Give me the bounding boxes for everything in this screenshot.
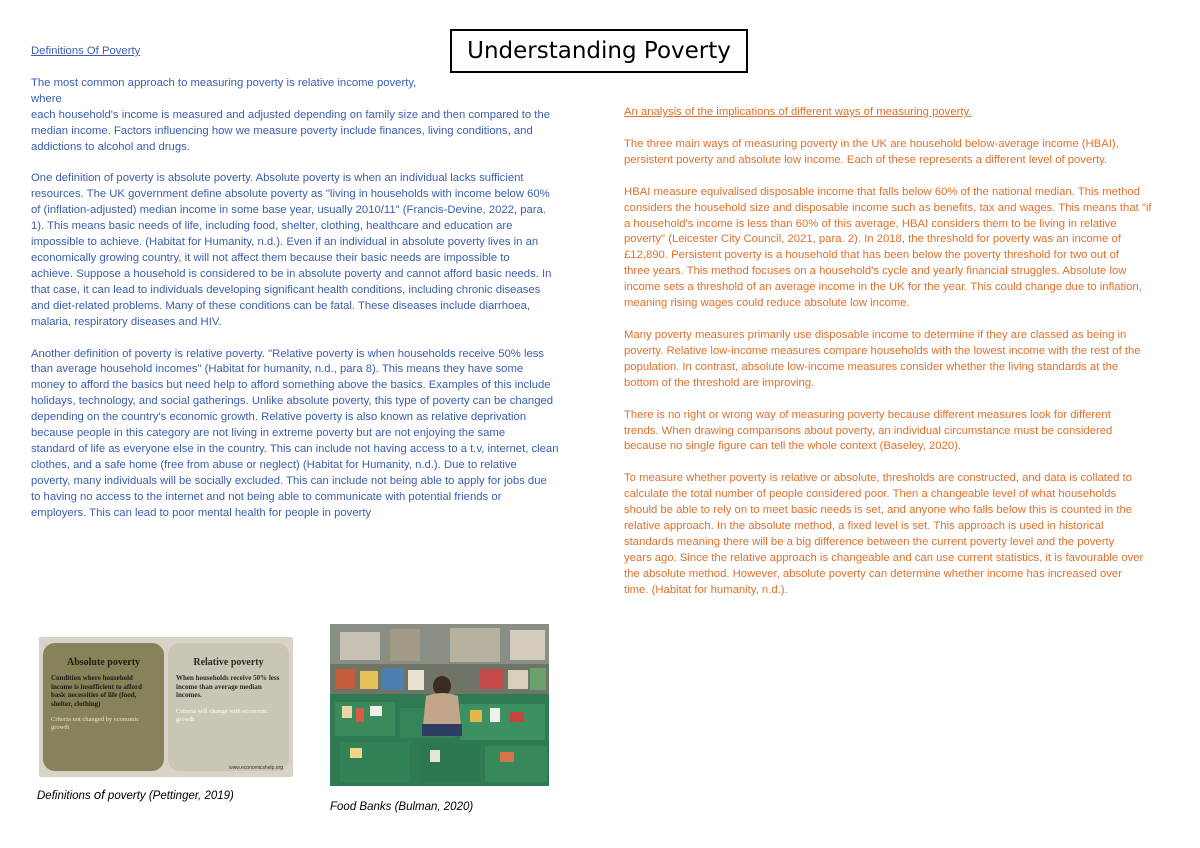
relative-poverty-description: When households receive 50% less income than average median incomes.	[176, 674, 280, 699]
figure-caption-definitions	[37, 787, 234, 802]
text-line: trends. When drawing comparisons about poverty, an individual circumstance must be considered	[624, 424, 1113, 437]
absolute-poverty-note: Criteria not changed by economic growth	[51, 716, 140, 731]
text-line: each household's income is measured and adjusted depending on family size and then compared to the	[31, 108, 551, 121]
text-line: bottom of the threshold are improving.	[624, 376, 815, 389]
text-line: There is no right or wrong way of measuring poverty because different measures look for different	[624, 408, 1111, 421]
text-line: poverty" (Leicester City Council, 2021, para. 2). In 2018, the threshold for poverty was an income of	[624, 233, 1121, 246]
text-line: malaria, respiratory diseases and HIV.	[31, 315, 222, 328]
text-line: calculate the total number of people considered poor. Then a changeable level of what households	[624, 488, 1117, 501]
analysis-column	[624, 105, 1172, 615]
text-line: economically growing country, it will not affect them because their basic needs are impossible to	[31, 251, 510, 264]
text-line: population. In contrast, absolute low-income measures consider whether the living standards at the	[624, 360, 1119, 373]
text-line: holidays, technology, and social gatherings. Unlike absolute poverty, this type of poverty can be changed	[31, 395, 554, 408]
text-line: standard of life as everyone else in the country. This can include not having access to a t.v, internet, clean	[31, 442, 559, 455]
figure-source: www.economicshelp.org	[229, 765, 283, 771]
text-line: because people in this category are not living in extreme poverty but are not enjoying the same	[31, 427, 506, 440]
text-line: relative approach. In the absolute method, a fixed level is set. This approach is used in historical	[624, 520, 1104, 533]
text-line: depending on the country's economic growth. Relative poverty is also known as relative deprivation	[31, 411, 527, 424]
absolute-poverty-panel	[43, 643, 164, 771]
paragraph	[31, 347, 576, 522]
text-line: poverty, many individuals will be socially excluded. This can include not being able to apply for jobs due	[31, 474, 547, 487]
poverty-definitions-figure	[39, 637, 293, 777]
text-line: time. (Habitat for humanity, n.d.).	[624, 583, 788, 596]
text-line: One definition of poverty is absolute poverty. Absolute poverty is when an individual lacks sufficient	[31, 172, 524, 185]
text-line: The most common approach to measuring poverty is relative income poverty,	[31, 76, 417, 89]
text-line: than average household incomes" (Habitat for humanity, n.d., para 8). This means they have some	[31, 363, 524, 376]
text-line: that case, it can lead to individuals developing significant health conditions, including chronic diseases	[31, 283, 541, 296]
text-line: achieve. Suppose a household is considered to be in absolute poverty and cannot afford basic needs. In	[31, 267, 552, 280]
text-line: poverty. Relative low-income measures compare households with the lowest income with the rest of the	[624, 344, 1141, 357]
caption-part: of	[93, 787, 105, 802]
definitions-heading: Definitions Of Poverty	[31, 45, 141, 57]
text-line: a household's income is less than 60% of this average, HBAI considers them to be living in relative	[624, 217, 1117, 230]
text-line: To measure whether poverty is relative or absolute, thresholds are constructed, and data is collated to	[624, 472, 1133, 485]
paragraph	[624, 328, 1172, 392]
relative-poverty-note: Criteria will change with economic growth	[176, 707, 268, 723]
text-line: considers the household size and disposable income such as benefits, tax and wages. This means that "if	[624, 201, 1152, 214]
text-line: money to afford the basics but need help to afford something above the basics. Examples of this include	[31, 379, 551, 392]
text-line: meaning rising wages could reduce absolute low income.	[624, 297, 910, 310]
page-title: Understanding Poverty	[450, 29, 748, 73]
food-bank-illustration	[330, 624, 549, 786]
text-line: addictions to alcohol and drugs.	[31, 140, 190, 153]
text-line: resources. The UK government define absolute poverty as "living in households with income below 60%	[31, 188, 550, 201]
paragraph	[624, 408, 1172, 456]
food-bank-photo	[330, 624, 549, 786]
text-line: £12,890. Persistent poverty is a household that has been below the poverty threshold for two out of	[624, 249, 1119, 262]
text-line: to having no access to the internet and not being able to communicate with potential friends or	[31, 490, 502, 503]
absolute-poverty-description: Condition where household income is insufficient to afford basic necessities of life (food, shelter, clothing)	[51, 674, 142, 708]
text-line: standards meaning there will be a big difference between the current poverty level and the poverty	[624, 535, 1115, 548]
text-line: median income. Factors influencing how we measure poverty include finances, living conditions, and	[31, 124, 533, 137]
definitions-column	[31, 44, 576, 537]
paragraph	[624, 471, 1172, 598]
text-line: persistent poverty and absolute low income. Each of these represents a different level of poverty.	[624, 153, 1108, 166]
text-line: The three main ways of measuring poverty in the UK are household below-average income (HBAI),	[624, 137, 1119, 150]
figure-caption-food-banks: Food Banks (Bulman, 2020)	[330, 801, 474, 813]
text-line: income sets a threshold of an average income in the UK for the year. This could change due to inflation,	[624, 281, 1142, 294]
text-line: because no single figure can tell the whole context (Baseley, 2020).	[624, 440, 962, 453]
text-line: of (inflation-adjusted) median income in some base year, usually 2010/11" (Francis-Devine, 2022, para.	[31, 204, 546, 217]
absolute-poverty-heading: Absolute poverty	[66, 657, 141, 668]
relative-poverty-heading: Relative poverty	[193, 657, 264, 668]
paragraph	[624, 185, 1172, 312]
text-line: Many poverty measures primarily use disposable income to determine if they are classed as being in	[624, 328, 1127, 341]
paragraph	[624, 137, 1172, 169]
text-line: should be able to rely on to meet basic needs is set, and anyone who falls below this is counted in the	[624, 504, 1133, 517]
text-line: employers. This can lead to poor mental health for people in poverty	[31, 506, 372, 519]
analysis-heading: An analysis of the implications of different ways of measuring poverty.	[624, 106, 972, 118]
text-line: the absolute method. However, absolute poverty can determine whether income has increased over	[624, 567, 1122, 580]
text-line: Another definition of poverty is relative poverty. "Relative poverty is when households receive 50% less	[31, 347, 545, 360]
text-line: HBAI measure equivalised disposable income that falls below 60% of the national median. This method	[624, 185, 1140, 198]
paragraph	[31, 171, 576, 330]
text-line: years ago. Since the relative approach is changeable and can use current statistics, it is favourable over	[624, 551, 1144, 564]
text-line: where	[31, 92, 62, 105]
caption-part: poverty (Pettinger, 2019)	[104, 790, 234, 802]
text-line: 1). This means basic needs of life, including food, shelter, clothing, healthcare and education are	[31, 220, 513, 233]
caption-part: Definitions	[37, 790, 94, 802]
paragraph	[31, 76, 576, 156]
text-line: three years. This method focuses on a household's cycle and yearly financial struggles. Absolute low	[624, 265, 1127, 278]
relative-poverty-panel	[168, 643, 289, 771]
text-line: clothes, and a safe home (free from abuse or neglect) (Habitat for Humanity, n.d.). Due to relative	[31, 458, 517, 471]
text-line: impossible to achieve. (Habitat for Humanity, n.d.). Even if an individual in absolute poverty lives in an	[31, 236, 539, 249]
text-line: and diet-related problems. Many of these conditions can be fatal. These diseases include diarrhoea,	[31, 299, 531, 312]
